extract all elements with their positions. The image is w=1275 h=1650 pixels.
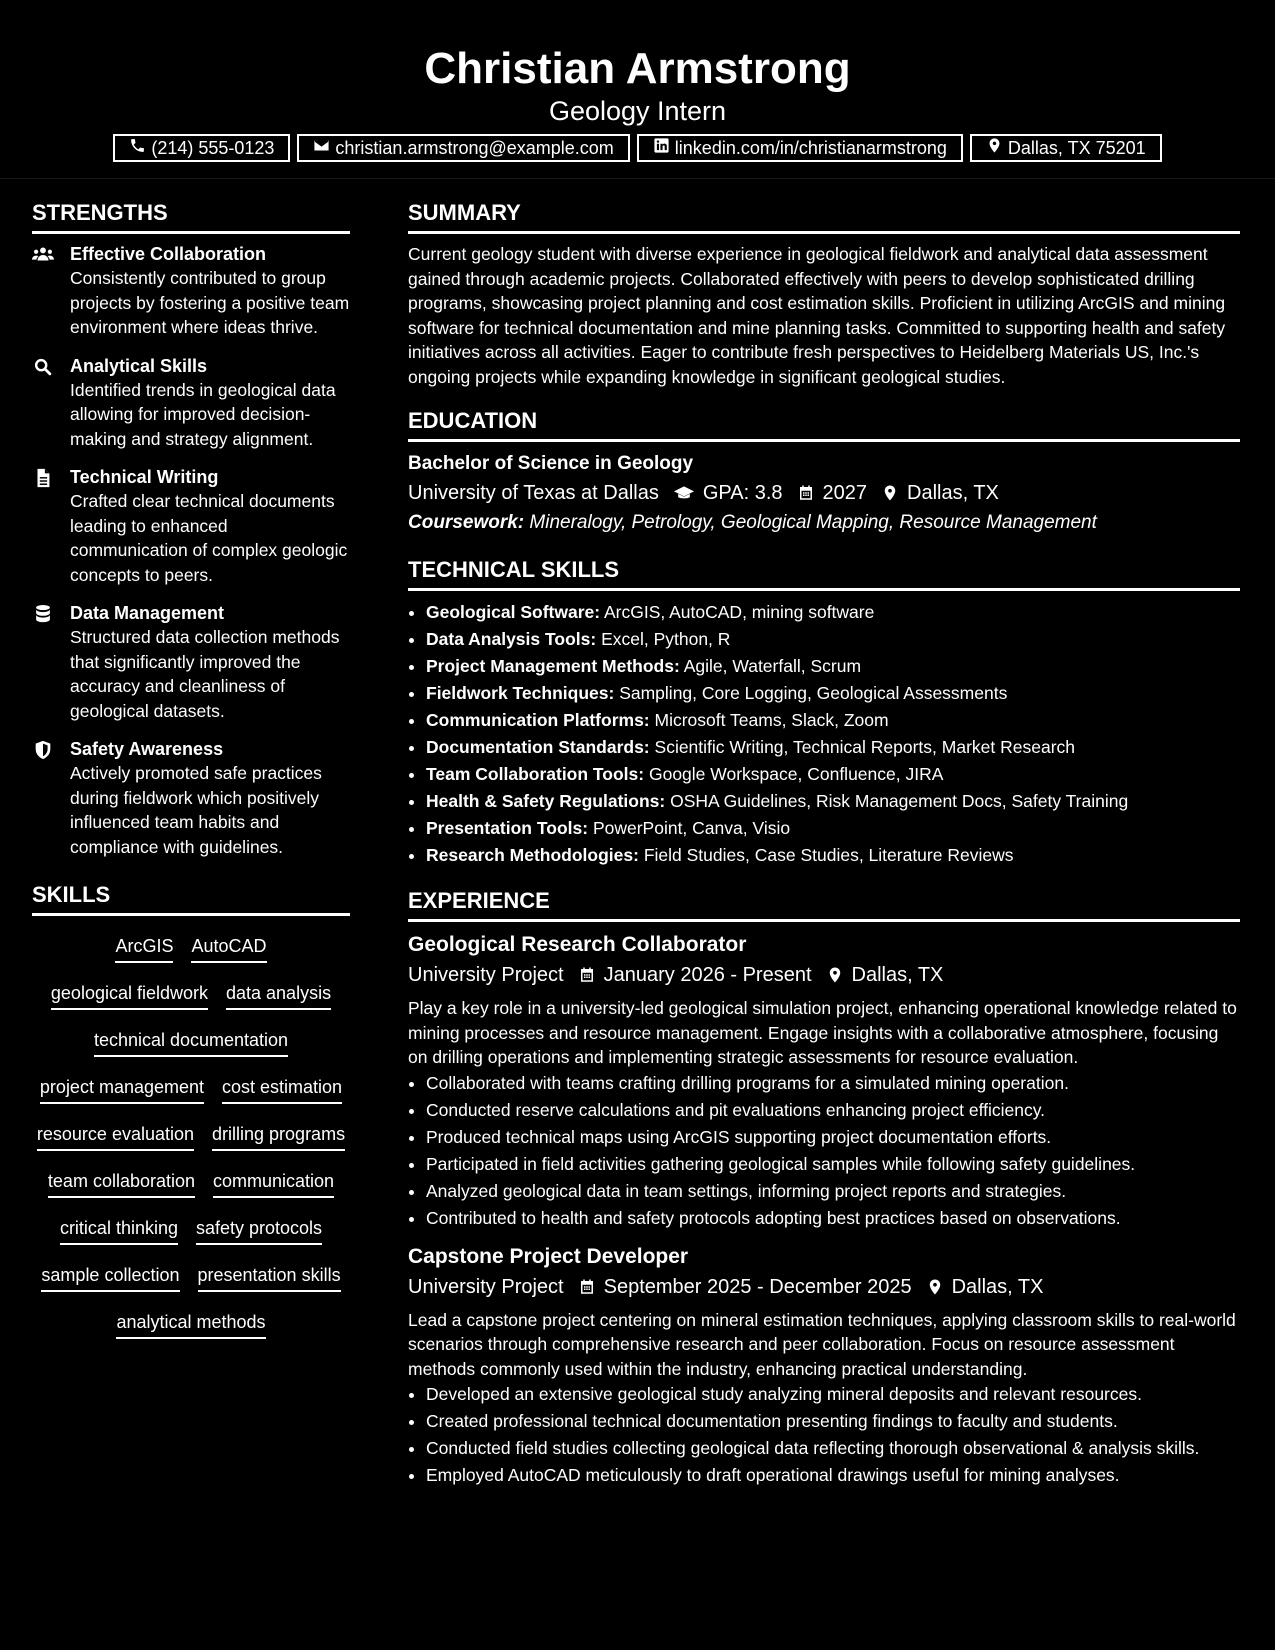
list-item: • Conducted field studies collecting geological data reflecting thorough observational & analysis skills. [426,1435,1240,1462]
calendar-icon [578,966,596,984]
tech-skill-value: Agile, Waterfall, Scrum [683,656,862,676]
strength-item [32,242,350,340]
skill-tag: resource evaluation [37,1120,194,1151]
skill-tag: project management [40,1073,204,1104]
phone-icon [129,137,146,159]
list-item: • Developed an extensive geological study analyzing mineral deposits and relevant resources. [426,1381,1240,1408]
contact-linkedin-text: linkedin.com/in/christianarmstrong [674,137,947,158]
list-item: • Analyzed geological data in team settings, informing project reports and strategies. [426,1178,1240,1205]
list-item: • Produced technical maps using ArcGIS supporting project documentation efforts. [426,1124,1240,1151]
strength-desc: Consistently contributed to group projects by fostering a positive team environment where ideas thrive. [70,268,350,337]
degree-title: Bachelor of Science in Geology [408,453,694,474]
coursework-list: Mineralogy, Petrology, Geological Mapping, Resource Management [529,512,1097,533]
job-title: Capstone Project Developer [408,1244,689,1268]
school-name: University of Texas at Dallas [408,482,659,504]
list-item: • Created professional technical documentation presenting findings to faculty and students. [426,1408,1240,1435]
resume-header [0,0,1275,179]
strength-item [32,354,350,452]
users-icon [32,245,54,265]
strengths-heading: STRENGTHS [32,195,350,234]
list-item [426,842,1240,869]
job-location: Dallas, TX [851,964,944,986]
envelope-icon [313,137,330,159]
coursework-label: Coursework: [408,512,525,533]
tech-skill-label: Communication Platforms: [426,710,650,730]
list-item [426,599,1240,626]
list-item [426,626,1240,653]
skill-tag: cost estimation [222,1073,342,1104]
skill-tag: critical thinking [60,1214,178,1245]
list-item [426,680,1240,707]
list-item [426,653,1240,680]
skill-tag: drilling programs [212,1120,345,1151]
technical-skills-list [408,599,1240,869]
tech-skill-value: ArcGIS, AutoCAD, mining software [603,602,875,622]
skill-tag: sample collection [41,1261,179,1292]
education-location: Dallas, TX [907,482,999,504]
job-description: Lead a capstone project centering on mineral estimation techniques, applying classroom skills to real-world scenarios through comprehensive research and peer collaboration. Focus on resource assessment methods commonly used within the industry, enhancing practical understanding. [408,1309,1236,1379]
tech-skill-label: Health & Safety Regulations: [426,791,666,811]
education-heading: EDUCATION [408,403,1240,442]
job-org: University Project [408,1275,564,1298]
skill-tag: data analysis [226,979,331,1010]
strength-item [32,737,350,859]
gpa: GPA: 3.8 [702,482,783,504]
technical-skills-heading: TECHNICAL SKILLS [408,552,1240,591]
calendar-icon [578,1278,596,1296]
list-item: • Collaborated with teams crafting drilling programs for a simulated mining operation. [426,1070,1240,1097]
skill-tag: analytical methods [116,1308,265,1339]
job-org: University Project [408,964,564,986]
contact-phone-text: (214) 555-0123 [151,137,275,158]
strength-item [32,601,350,723]
strength-desc: Crafted clear technical documents leading to enhanced communication of complex geologic concepts to peers. [70,491,348,585]
tech-skill-label: Research Methodologies: [426,845,639,865]
experience-entry [408,1242,1240,1490]
strength-title: Technical Writing [70,467,219,487]
strength-item [32,465,350,587]
skill-tag: technical documentation [94,1026,288,1057]
contact-bar [0,134,1275,162]
list-item: • Employed AutoCAD meticulously to draft operational drawings useful for mining analyses. [426,1462,1240,1489]
candidate-name: Christian Armstrong [424,44,851,93]
contact-location[interactable] [970,134,1162,162]
graduation-cap-icon [673,483,695,503]
tech-skill-label: Documentation Standards: [426,737,650,757]
map-pin-icon [926,1278,944,1296]
tech-skill-value: Scientific Writing, Technical Reports, Market Research [654,737,1076,757]
experience-entry [408,930,1240,1232]
tech-skill-label: Project Management Methods: [426,656,680,676]
tech-skill-value: OSHA Guidelines, Risk Management Docs, Safety Training [670,791,1129,811]
list-item [426,734,1240,761]
list-item: • Participated in field activities gathering geological samples while following safety guidelines. [426,1151,1240,1178]
tech-skill-label: Data Analysis Tools: [426,629,597,649]
list-item [426,707,1240,734]
contact-linkedin[interactable] [637,134,963,162]
job-bullets [408,1070,1240,1232]
strength-title: Effective Collaboration [70,244,267,264]
contact-email[interactable] [297,134,629,162]
list-item: • Contributed to health and safety protocols adopting best practices based on observations. [426,1205,1240,1232]
job-bullets [408,1381,1240,1489]
job-dates: January 2026 - Present [603,964,812,986]
strength-desc: Actively promoted safe practices during fieldwork which positively influenced team habits and compliance with guidelines. [70,763,322,857]
job-description: Play a key role in a university-led geological simulation project, enhancing operational knowledge related to mining processes and resource management. Engage insights with a collaborative atmosphere, focusing on drilling operations and implementing strategic assessments for resource evaluation. [408,998,1237,1067]
job-location: Dallas, TX [951,1275,1044,1298]
coursework [408,508,1240,538]
strength-title: Data Management [70,603,225,623]
skill-tag: presentation skills [198,1261,341,1292]
tech-skill-label: Geological Software: [426,602,601,622]
shield-icon [32,740,54,760]
job-title: Geology Intern [548,96,727,126]
skill-tag: geological fieldwork [51,979,208,1010]
list-item [426,788,1240,815]
skills-tags [32,924,350,1339]
tech-skill-value: Sampling, Core Logging, Geological Assessments [619,683,1008,703]
tech-skill-value: Excel, Python, R [601,629,731,649]
job-meta [408,1272,1240,1302]
contact-email-text: christian.armstrong@example.com [335,137,614,158]
tech-skill-label: Team Collaboration Tools: [426,764,645,784]
skill-tag: communication [213,1167,334,1198]
left-column [32,195,350,1339]
job-dates: September 2025 - December 2025 [603,1275,912,1298]
skill-tag: AutoCAD [191,932,266,963]
job-title: Geological Research Collaborator [408,933,747,956]
tech-skill-label: Fieldwork Techniques: [426,683,615,703]
tech-skill-value: Google Workspace, Confluence, JIRA [648,764,944,784]
job-meta [408,960,1240,990]
map-pin-icon [986,137,1003,159]
database-icon [32,604,54,624]
education-meta [408,478,1240,508]
skill-tag: team collaboration [48,1167,195,1198]
skills-heading: SKILLS [32,877,350,916]
strength-title: Safety Awareness [70,739,224,759]
summary-text: Current geology student with diverse experience in geological fieldwork and analytical data assessment gained through academic projects. Collaborated effectively with peers to develop sophisticated drilling programs, showcasing project planning and cost estimation skills. Proficient in utilizing ArcGIS and mining software for technical documentation and mine planning tasks. Committed to supporting health and safety initiatives across all activities. Eager to contribute fresh perspectives to Heidelberg Materials US, Inc.'s ongoing projects while expanding knowledge in significant geological studies. [408,244,1226,387]
tech-skill-value: Field Studies, Case Studies, Literature Reviews [643,845,1014,865]
tech-skill-label: Presentation Tools: [426,818,589,838]
contact-location-text: Dallas, TX 75201 [1007,137,1146,158]
calendar-icon [797,484,815,502]
technical-skills-section [408,552,1240,869]
contact-phone[interactable] [113,134,290,162]
right-column [408,195,1240,1499]
list-item [426,761,1240,788]
map-pin-icon [826,966,844,984]
summary-heading: SUMMARY [408,195,1240,234]
search-icon [32,357,54,377]
document-icon [32,468,54,488]
linkedin-icon [653,137,670,159]
list-item [426,815,1240,842]
experience-heading: EXPERIENCE [408,883,1240,922]
tech-skill-value: Microsoft Teams, Slack, Zoom [654,710,889,730]
strength-desc: Identified trends in geological data allowing for improved decision-making and strategy alignment. [70,379,336,449]
skill-tag: safety protocols [196,1214,322,1245]
tech-skill-value: PowerPoint, Canva, Visio [592,818,791,838]
skill-tag: ArcGIS [115,932,173,963]
graduation-year: 2027 [822,482,868,504]
map-pin-icon [881,484,899,502]
list-item: • Conducted reserve calculations and pit evaluations enhancing project efficiency. [426,1097,1240,1124]
strength-title: Analytical Skills [70,355,208,376]
strength-desc: Structured data collection methods that significantly improved the accuracy and cleanliness of geological datasets. [70,627,340,721]
